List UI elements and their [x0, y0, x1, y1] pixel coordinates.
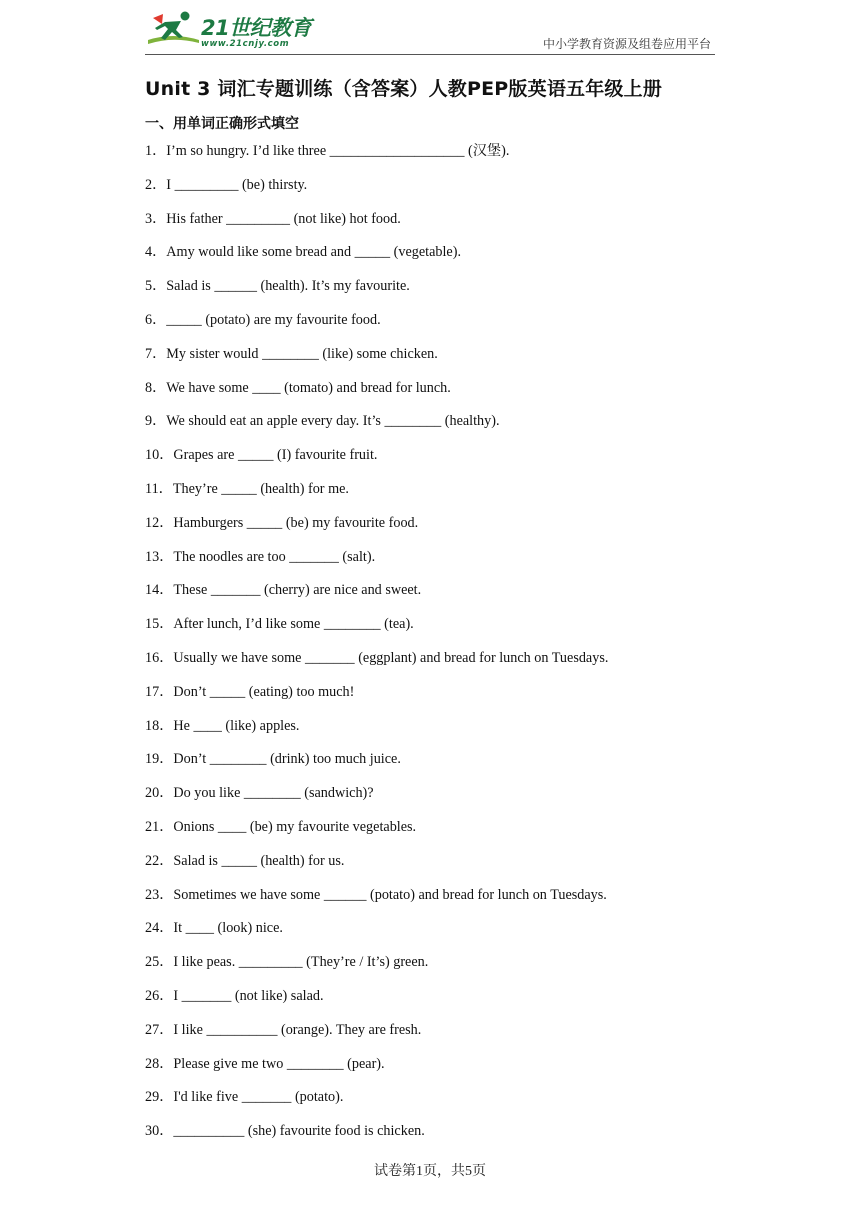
logo-url: www.21cnjy.com	[201, 39, 290, 49]
question-item	[145, 409, 765, 443]
question-number: 21．	[145, 818, 174, 835]
question-text: Salad is _____ (health) for us.	[173, 852, 345, 869]
question-text: My sister would ________ (like) some chicken.	[166, 345, 438, 362]
question-text: His father _________ (not like) hot food.	[166, 210, 401, 227]
question-text: After lunch, I’d like some ________ (tea).	[173, 616, 414, 633]
question-number: 10．	[145, 447, 174, 464]
question-text: We should eat an apple every day. It’s ________ (healthy).	[166, 413, 500, 430]
question-item	[145, 747, 765, 781]
page-footer: 试卷第1页，共5页	[374, 1164, 486, 1179]
question-item	[145, 680, 765, 714]
question-item	[145, 274, 765, 308]
question-text: They’re _____ (health) for me.	[172, 480, 349, 497]
question-item	[145, 612, 765, 646]
question-number: 22．	[145, 852, 174, 869]
question-item	[145, 139, 765, 173]
question-list	[145, 139, 765, 1153]
question-text: I like peas. _________ (They’re / It’s) green.	[173, 954, 429, 971]
question-text: I’m so hungry. I’d like three ___________________ (汉堡).	[166, 143, 510, 159]
question-number: 5．	[145, 278, 167, 295]
question-text: I'd like five _______ (potato).	[173, 1089, 344, 1106]
question-number: 1．	[145, 143, 167, 159]
question-item	[145, 477, 765, 511]
question-item	[145, 1052, 765, 1086]
question-item	[145, 545, 765, 579]
platform-tagline: 中小学教育资源及组卷应用平台	[542, 37, 711, 51]
question-text: These _______ (cherry) are nice and sweet.	[173, 582, 422, 599]
question-number: 15．	[145, 616, 174, 633]
question-number: 7．	[145, 345, 167, 362]
question-item	[145, 849, 765, 883]
question-item	[145, 1119, 765, 1153]
question-number: 17．	[145, 683, 174, 700]
question-number: 2．	[145, 176, 167, 193]
question-text: I like __________ (orange). They are fresh.	[173, 1021, 422, 1038]
question-text: I _______ (not like) salad.	[173, 987, 324, 1004]
question-text: I _________ (be) thirsty.	[166, 176, 308, 193]
question-text: Hamburgers _____ (be) my favourite food.	[173, 514, 419, 531]
question-item	[145, 815, 765, 849]
document-title: Unit 3 词汇专题训练（含答案）人教PEP版英语五年级上册	[145, 78, 663, 100]
question-number: 18．	[145, 717, 174, 734]
question-text: Amy would like some bread and _____ (vegetable).	[166, 244, 461, 261]
question-number: 28．	[145, 1055, 174, 1072]
question-number: 20．	[145, 785, 174, 802]
question-item	[145, 646, 765, 680]
question-item	[145, 308, 765, 342]
logo-wordmark: 21世纪教育	[201, 16, 312, 40]
question-item	[145, 511, 765, 545]
question-item	[145, 342, 765, 376]
question-text: Don’t _____ (eating) too much!	[173, 683, 355, 700]
question-item	[145, 984, 765, 1018]
question-text: We have some ____ (tomato) and bread for lunch.	[166, 379, 451, 396]
question-item	[145, 578, 765, 612]
question-item	[145, 443, 765, 477]
question-number: 27．	[145, 1021, 174, 1038]
question-text: He ____ (like) apples.	[173, 717, 300, 734]
running-figure-logo-icon	[145, 10, 201, 52]
question-number: 19．	[145, 751, 174, 768]
question-number: 3．	[145, 210, 167, 227]
page-header	[145, 8, 715, 55]
question-text: The noodles are too _______ (salt).	[173, 548, 376, 565]
question-text: It ____ (look) nice.	[173, 920, 283, 937]
question-text: Do you like ________ (sandwich)?	[173, 785, 374, 802]
question-item	[145, 173, 765, 207]
question-text: Grapes are _____ (I) favourite fruit.	[173, 447, 378, 464]
question-number: 12．	[145, 514, 174, 531]
question-number: 26．	[145, 987, 174, 1004]
question-item	[145, 916, 765, 950]
question-number: 13．	[145, 548, 174, 565]
question-item	[145, 950, 765, 984]
question-number: 9．	[145, 413, 167, 430]
site-logo	[145, 10, 315, 52]
question-item	[145, 1085, 765, 1119]
question-item	[145, 1018, 765, 1052]
question-number: 8．	[145, 379, 167, 396]
question-item	[145, 714, 765, 748]
question-number: 29．	[145, 1089, 174, 1106]
question-number: 4．	[145, 244, 167, 261]
question-number: 11．	[145, 480, 173, 497]
question-text: _____ (potato) are my favourite food.	[166, 311, 381, 328]
question-text: Please give me two ________ (pear).	[173, 1055, 385, 1072]
question-text: Usually we have some _______ (eggplant) and bread for lunch on Tuesdays.	[173, 649, 609, 666]
question-item	[145, 207, 765, 241]
question-number: 30．	[145, 1123, 174, 1140]
question-item	[145, 376, 765, 410]
question-number: 14．	[145, 582, 174, 599]
question-text: Don’t ________ (drink) too much juice.	[173, 751, 401, 768]
question-item	[145, 240, 765, 274]
question-text: __________ (she) favourite food is chicken.	[173, 1123, 425, 1140]
question-number: 25．	[145, 954, 174, 971]
question-item	[145, 781, 765, 815]
question-text: Salad is ______ (health). It’s my favourite.	[166, 278, 410, 295]
question-number: 16．	[145, 649, 174, 666]
section-title: 一、用单词正确形式填空	[145, 116, 299, 132]
question-text: Onions ____ (be) my favourite vegetables.	[173, 818, 417, 835]
question-item	[145, 883, 765, 917]
question-number: 23．	[145, 886, 174, 903]
question-number: 24．	[145, 920, 174, 937]
question-number: 6．	[145, 311, 167, 328]
question-text: Sometimes we have some ______ (potato) and bread for lunch on Tuesdays.	[173, 886, 607, 903]
